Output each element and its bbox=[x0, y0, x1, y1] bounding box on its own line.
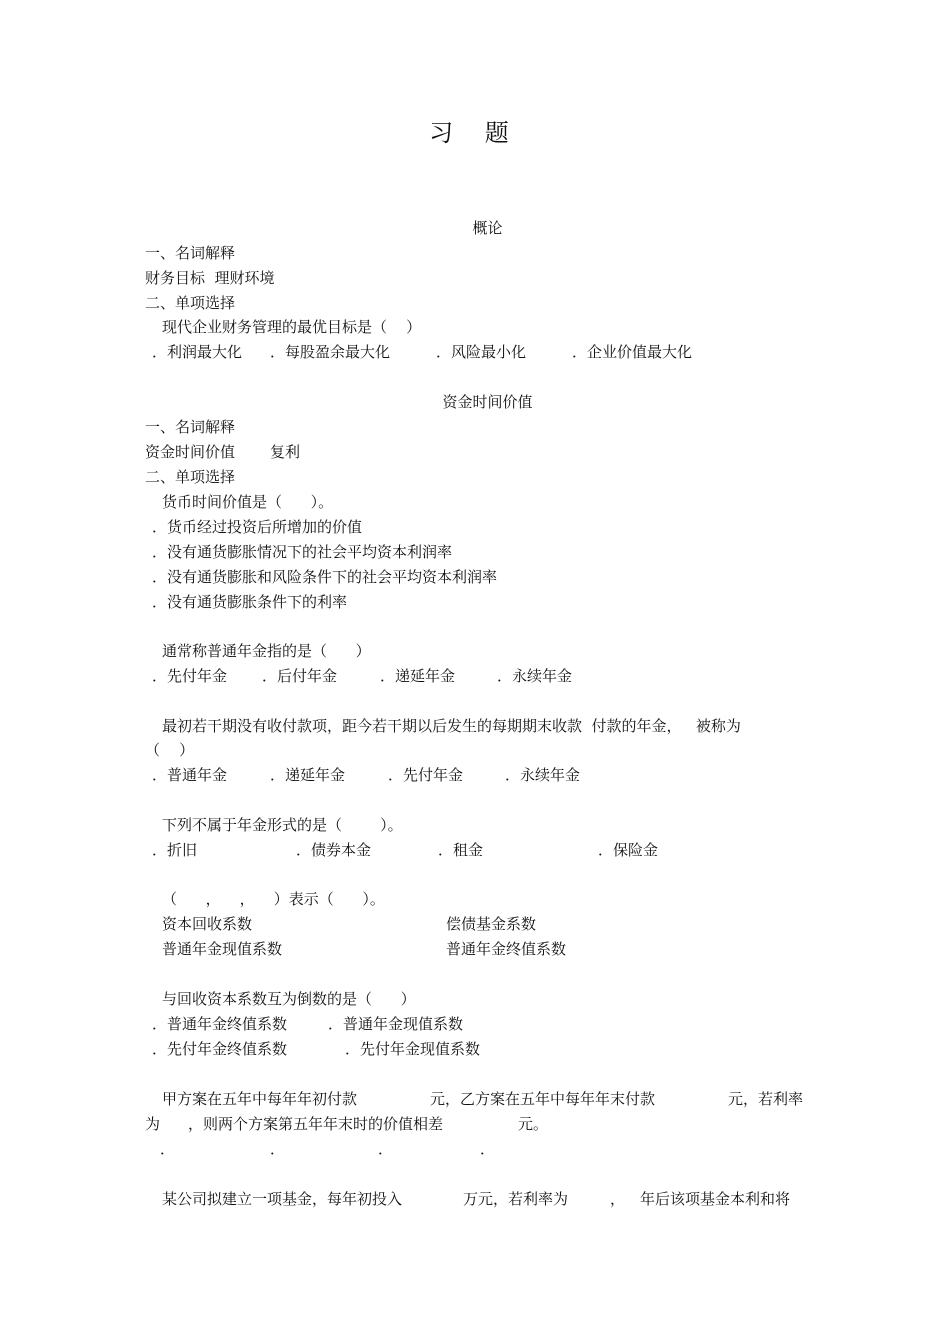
intro-terms: 财务目标 理财环境 bbox=[145, 269, 275, 287]
tvm-q6-option-b: ．普通年金现值系数 bbox=[328, 1015, 464, 1033]
intro-q1-option-b: ．每股盈余最大化 bbox=[270, 343, 391, 361]
tvm-part1-heading: 一、名词解释 bbox=[145, 418, 236, 436]
section-heading-tvm: 资金时间价值 bbox=[442, 393, 533, 411]
tvm-q7-option-a: ． bbox=[160, 1140, 176, 1158]
tvm-question-7-line-2-part-3: 元。 bbox=[518, 1115, 549, 1133]
tvm-q7-option-b: ． bbox=[270, 1140, 286, 1158]
tvm-q3-option-c: ．先付年金 bbox=[388, 766, 464, 784]
tvm-part2-heading: 二、单项选择 bbox=[145, 468, 236, 486]
section-heading-intro: 概论 bbox=[472, 219, 503, 237]
tvm-question-7-part-3: 元，若利率 bbox=[728, 1090, 804, 1108]
tvm-q1-option-a: ．货币经过投资后所增加的价值 bbox=[152, 518, 363, 536]
tvm-q5-option-a: 资本回收系数 bbox=[162, 915, 253, 933]
intro-q1-option-d: ．企业价值最大化 bbox=[572, 343, 693, 361]
tvm-question-3-line-1: 最初若干期没有收付款项，距今若干期以后发生的每期期末收款 付款的年金， 被称为 bbox=[162, 717, 741, 735]
tvm-q7-option-d: ． bbox=[480, 1140, 496, 1158]
tvm-question-2: 通常称普通年金指的是（ ） bbox=[162, 642, 371, 660]
tvm-q1-option-b: ．没有通货膨胀情况下的社会平均资本利润率 bbox=[152, 543, 453, 561]
tvm-q4-option-b: ．债券本金 bbox=[296, 841, 372, 859]
intro-part1-heading: 一、名词解释 bbox=[145, 244, 236, 262]
tvm-term-2: 复利 bbox=[270, 443, 301, 461]
tvm-q4-option-d: ．保险金 bbox=[598, 841, 659, 859]
tvm-q1-option-c: ．没有通货膨胀和风险条件下的社会平均资本利润率 bbox=[152, 568, 498, 586]
tvm-q7-option-c: ． bbox=[378, 1140, 394, 1158]
tvm-question-8-part-1: 某公司拟建立一项基金，每年初投入 bbox=[162, 1190, 403, 1208]
tvm-q6-option-c: ．先付年金终值系数 bbox=[152, 1040, 288, 1058]
tvm-q3-option-d: ．永续年金 bbox=[505, 766, 581, 784]
intro-part2-heading: 二、单项选择 bbox=[145, 294, 236, 312]
tvm-q3-option-a: ．普通年金 bbox=[152, 766, 228, 784]
intro-question-1: 现代企业财务管理的最优目标是（ ） bbox=[162, 318, 422, 336]
tvm-question-8-part-3: ， bbox=[610, 1190, 626, 1208]
tvm-question-5: （ ， ， ）表示（ ）。 bbox=[162, 890, 385, 908]
tvm-q2-option-b: ．后付年金 bbox=[262, 667, 338, 685]
tvm-q5-option-d: 普通年金终值系数 bbox=[446, 940, 567, 958]
tvm-term-1: 资金时间价值 bbox=[145, 443, 236, 461]
tvm-q5-option-c: 普通年金现值系数 bbox=[162, 940, 283, 958]
tvm-q2-option-a: ．先付年金 bbox=[152, 667, 228, 685]
tvm-question-6: 与回收资本系数互为倒数的是（ ） bbox=[162, 990, 416, 1008]
tvm-q6-option-d: ．先付年金现值系数 bbox=[345, 1040, 481, 1058]
tvm-question-8-part-4: 年后该项基金本利和将 bbox=[640, 1190, 791, 1208]
tvm-q3-option-b: ．递延年金 bbox=[270, 766, 346, 784]
tvm-question-7-part-2: 元，乙方案在五年中每年年末付款 bbox=[430, 1090, 656, 1108]
tvm-q2-option-c: ．递延年金 bbox=[380, 667, 456, 685]
page-title: 习 题 bbox=[429, 119, 521, 147]
tvm-q2-option-d: ．永续年金 bbox=[497, 667, 573, 685]
tvm-q6-option-a: ．普通年金终值系数 bbox=[152, 1015, 288, 1033]
tvm-question-7-line-2-part-2: ，则两个方案第五年年末时的价值相差 bbox=[188, 1115, 444, 1133]
tvm-q1-option-d: ．没有通货膨胀条件下的利率 bbox=[152, 593, 348, 611]
tvm-question-1: 货币时间价值是（ ）。 bbox=[162, 493, 334, 511]
tvm-q4-option-a: ．折旧 bbox=[152, 841, 198, 859]
tvm-question-7-part-1: 甲方案在五年中每年年初付款 bbox=[162, 1090, 358, 1108]
intro-q1-option-c: ．风险最小化 bbox=[436, 343, 527, 361]
intro-q1-option-a: ．利润最大化 bbox=[152, 343, 243, 361]
tvm-question-8-part-2: 万元，若利率为 bbox=[463, 1190, 569, 1208]
tvm-question-4: 下列不属于年金形式的是（ ）。 bbox=[162, 816, 403, 834]
tvm-question-3-line-2: （ ） bbox=[145, 741, 195, 759]
tvm-q4-option-c: ．租金 bbox=[438, 841, 484, 859]
tvm-question-7-line-2-part-1: 为 bbox=[145, 1115, 161, 1133]
tvm-q5-option-b: 偿债基金系数 bbox=[446, 915, 537, 933]
